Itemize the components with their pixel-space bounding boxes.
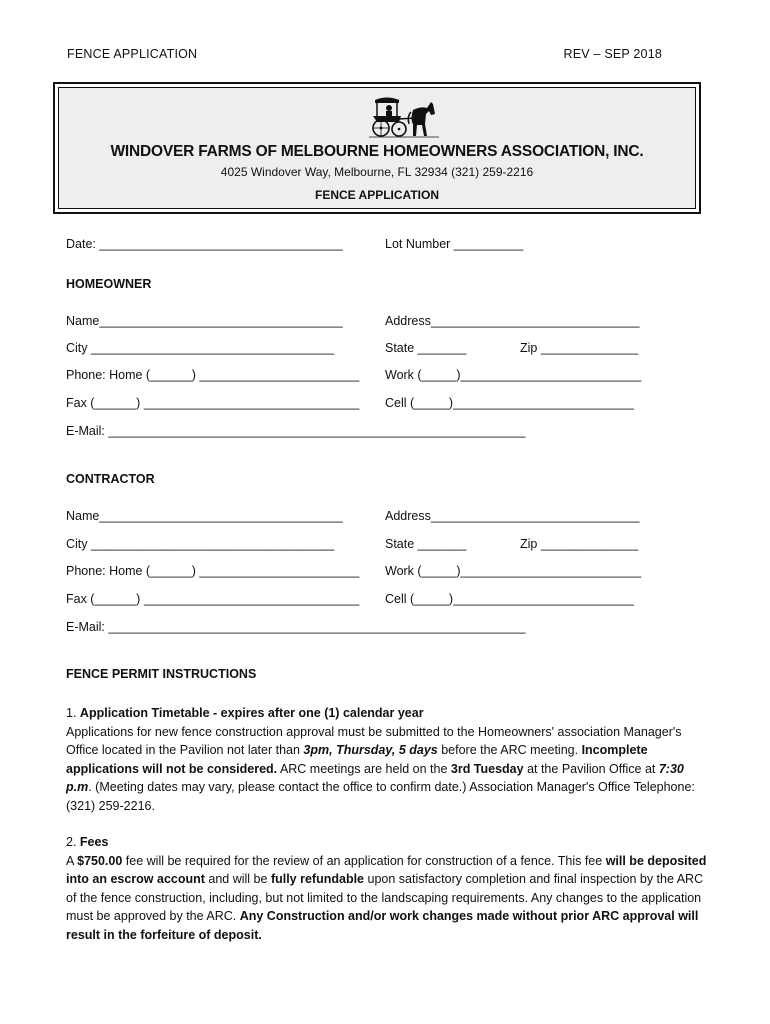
header-doc-title: FENCE APPLICATION: [67, 47, 198, 61]
item-1-text-4: at the Pavilion Office at: [523, 761, 659, 776]
homeowner-email-field[interactable]: E-Mail: ____________________________________________________________: [66, 424, 526, 438]
item-1-meeting-day: 3rd Tuesday: [450, 761, 524, 776]
item-1-text-2: before the ARC meeting.: [437, 743, 582, 758]
instruction-item-1-title: Application Timetable - expires after one (1) calendar year: [79, 706, 424, 720]
instruction-item-1: [66, 704, 711, 816]
contractor-address-field[interactable]: Address______________________________: [385, 509, 640, 523]
homeowner-address-field[interactable]: Address______________________________: [385, 314, 640, 328]
contractor-email-field[interactable]: E-Mail: ____________________________________________________________: [66, 620, 526, 634]
contractor-work-field[interactable]: Work (_____)__________________________: [385, 564, 642, 578]
homeowner-work-field[interactable]: Work (_____)__________________________: [385, 368, 642, 382]
instruction-item-1-number: 1.: [66, 706, 77, 720]
header-revision: REV – SEP 2018: [563, 47, 662, 61]
item-1-meeting-time: 7:30 p.m: [66, 761, 684, 795]
instruction-item-2-title: Fees: [79, 835, 109, 849]
homeowner-name-field[interactable]: Name___________________________________: [66, 314, 343, 328]
instruction-item-2-body: [66, 852, 711, 945]
homeowner-city-field[interactable]: City ___________________________________: [66, 341, 335, 355]
form-title: FENCE APPLICATION: [314, 188, 439, 202]
item-2-text-2: and will be: [204, 872, 271, 887]
association-name: WINDOVER FARMS OF MELBOURNE HOMEOWNERS ASSOCIATION, INC.: [110, 143, 644, 160]
homeowner-zip-field[interactable]: Zip ______________: [520, 341, 639, 355]
instruction-item-2: [66, 833, 711, 945]
homeowner-cell-field[interactable]: Cell (_____)__________________________: [385, 396, 634, 410]
homeowner-fax-field[interactable]: Fax (______) _______________________________: [66, 396, 360, 410]
homeowner-phone-field[interactable]: Phone: Home (______) _______________________: [66, 368, 360, 382]
date-field[interactable]: Date: ___________________________________: [66, 237, 343, 251]
association-address: 4025 Windover Way, Melbourne, FL 32934 (321) 259-2216: [220, 165, 534, 179]
item-2-escrow-note: will be deposited into an escrow account: [66, 853, 707, 887]
item-1-text-5: . (Meeting dates may vary, please contact the office to confirm date.) Association Manager's Office Telephone: (321) 259-2216.: [66, 780, 695, 813]
item-1-deadline: 3pm, Thursday, 5 days: [303, 743, 438, 758]
instruction-item-2-heading: [66, 833, 711, 852]
item-2-forfeiture-note: Any Construction and/or work changes made without prior ARC approval will result in the forfeiture of deposit.: [66, 909, 699, 942]
item-2-fee-amount: $750.00: [77, 853, 123, 868]
item-1-incomplete-note: Incomplete applications will not be considered.: [66, 743, 648, 776]
item-2-text-0: A: [66, 853, 78, 868]
lot-number-field[interactable]: Lot Number __________: [385, 237, 524, 251]
item-2-text-1: fee will be required for the review of an application for construction of a fence. This fee: [122, 853, 606, 868]
contractor-city-field[interactable]: City ___________________________________: [66, 537, 335, 551]
contractor-state-field[interactable]: State _______: [385, 537, 467, 551]
contractor-zip-field[interactable]: Zip ______________: [520, 537, 639, 551]
homeowner-state-field[interactable]: State _______: [385, 341, 467, 355]
instruction-item-1-heading: [66, 704, 711, 723]
instruction-item-2-number: 2.: [66, 835, 77, 849]
horse-buggy-icon: [369, 94, 439, 138]
instructions-title: FENCE PERMIT INSTRUCTIONS: [66, 667, 257, 681]
contractor-name-field[interactable]: Name___________________________________: [66, 509, 343, 523]
homeowner-section-title: HOMEOWNER: [66, 277, 152, 291]
item-1-text-3: ARC meetings are held on the: [277, 761, 451, 776]
contractor-fax-field[interactable]: Fax (______) _______________________________: [66, 592, 360, 606]
contractor-section-title: CONTRACTOR: [66, 472, 155, 486]
item-2-text-3: upon satisfactory completion and final inspection by the ARC of the fence construction, including, but not limited to the landscaping requirements. Any changes to the application must be approved by the ARC.: [66, 872, 704, 924]
contractor-phone-field[interactable]: Phone: Home (______) _______________________: [66, 564, 360, 578]
item-2-refundable-note: fully refundable: [270, 872, 365, 887]
item-1-text-1: Applications for new fence construction approval must be submitted to the Homeowners' association Manager's Office located in the Pavilion not later than: [66, 724, 682, 758]
banner-inner: [58, 87, 696, 209]
instruction-item-1-body: [66, 723, 711, 816]
contractor-cell-field[interactable]: Cell (_____)__________________________: [385, 592, 634, 606]
association-banner: [53, 82, 701, 214]
